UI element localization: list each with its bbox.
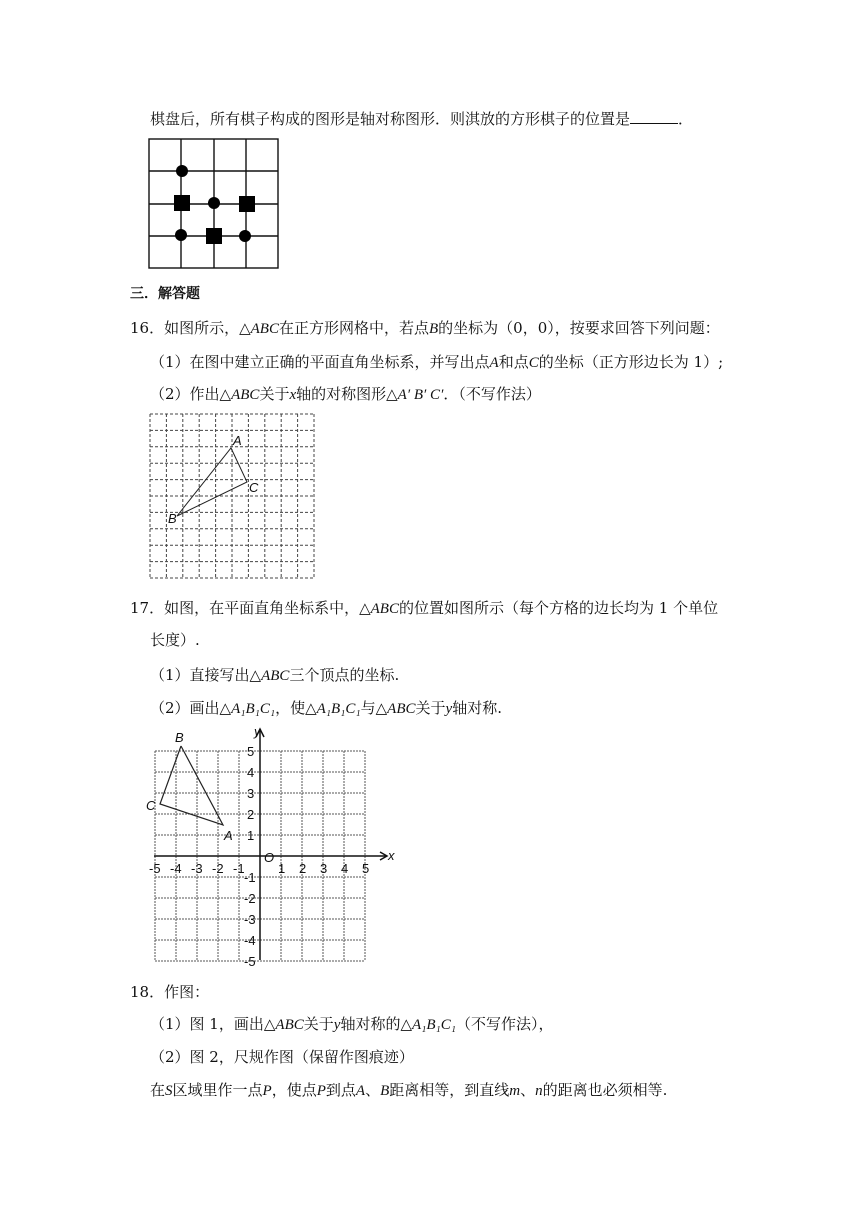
q16-p2-a: （2）作出△ xyxy=(150,385,232,403)
q15-tail-end: ． xyxy=(678,110,694,128)
q18-p3-n: n xyxy=(535,1083,543,1099)
y-tick-label: -4 xyxy=(244,933,256,948)
q16-label-B: B xyxy=(168,511,177,526)
x-tick-label: 4 xyxy=(341,861,349,876)
q18-p1-a: （1）图 1，画出△ xyxy=(150,1015,276,1033)
q17-p1-b: 三个顶点的坐标. xyxy=(289,666,400,684)
q15-text xyxy=(150,109,693,129)
q16-p1-c: 的坐标（正方形边长为 1）; xyxy=(538,353,724,371)
q17-label-C: C xyxy=(146,798,156,813)
origin-label: O xyxy=(264,850,275,865)
q17-triangle xyxy=(160,746,223,825)
q16-stem xyxy=(130,318,720,339)
q16-number: 16． xyxy=(130,319,165,337)
x-tick-label: -5 xyxy=(149,861,161,876)
x-tick-label: 1 xyxy=(278,861,286,876)
x-axis-label: x xyxy=(388,848,395,863)
q16-p1-b: 和点 xyxy=(498,353,529,371)
q16-stem-text-b: 在正方形网格中，若点 xyxy=(278,319,429,337)
q16-p2-x: x xyxy=(289,387,297,403)
square-piece xyxy=(174,195,190,211)
q16-stem-text-a: 如图所示，△ xyxy=(164,319,251,337)
q18-p3-a: 在 xyxy=(150,1081,166,1099)
q17-stem-a: 如图，在平面直角坐标系中，△ xyxy=(164,599,371,617)
q16-p2-prime: A′ B′ C′ xyxy=(397,387,444,403)
q17-coordinate-figure xyxy=(140,724,400,970)
y-tick-label: -1 xyxy=(244,870,256,885)
q17-part2 xyxy=(150,698,502,719)
square-piece xyxy=(239,196,255,212)
q16-p1-a: （1）在图中建立正确的平面直角坐标系，并写出点 xyxy=(150,353,490,371)
q17-p2-y: y xyxy=(445,701,453,717)
q18-number: 18． xyxy=(130,983,165,1001)
q18-p3-b: 区域里作一点 xyxy=(172,1081,263,1099)
y-tick-label: -5 xyxy=(244,954,256,969)
q18-part1 xyxy=(150,1014,553,1035)
q18-p3-P2: P xyxy=(316,1083,326,1099)
q17-p2-abc: ABC xyxy=(387,701,416,717)
x-tick-label: -3 xyxy=(191,861,203,876)
q17-p2-t1: A₁B₁C₁ xyxy=(231,701,276,717)
q17-stem-cont: 长度）. xyxy=(150,631,200,649)
section-title: 三．解答题 xyxy=(130,286,200,302)
q17-stem-b: 的位置如图所示（每个方格的边长均为 1 个单位 xyxy=(398,599,719,617)
q18-p1-t: A₁B₁C₁ xyxy=(411,1017,456,1033)
x-tick-label: 3 xyxy=(320,861,328,876)
q18-p3-A: A xyxy=(355,1083,366,1099)
x-tick-label: -2 xyxy=(212,861,224,876)
q18-p1-b: 关于 xyxy=(303,1015,334,1033)
q17-p1-a: （1）直接写出△ xyxy=(150,666,262,684)
q18-part2: （2）图 2，尺规作图（保留作图痕迹） xyxy=(150,1048,414,1066)
q18-p3-B: B xyxy=(380,1083,390,1099)
q17-p1-abc: ABC xyxy=(261,668,290,684)
q17-p2-e: 轴对称. xyxy=(452,699,502,717)
q16-part1 xyxy=(150,352,723,373)
y-tick-label: 3 xyxy=(247,786,255,801)
q17-part1 xyxy=(150,665,399,686)
q16-p2-abc: ABC xyxy=(231,387,260,403)
q18-stem-text: 作图： xyxy=(164,983,210,1001)
q18-p1-y: y xyxy=(333,1017,341,1033)
q18-stem xyxy=(130,982,209,1002)
y-tick-label: 2 xyxy=(247,807,255,822)
q16-p2-c: 轴的对称图形△ xyxy=(296,385,398,403)
round-piece xyxy=(175,229,187,241)
y-tick-label: 4 xyxy=(247,765,255,780)
q17-p2-c: 与△ xyxy=(360,699,388,717)
q18-p3-e: 、 xyxy=(365,1081,381,1099)
q17-label-B: B xyxy=(175,730,184,745)
q16-stem-abc: ABC xyxy=(250,321,279,337)
q17-p2-b: ，使△ xyxy=(275,699,317,717)
q17-p2-d: 关于 xyxy=(415,699,446,717)
q16-p2-d: ．（不写作法） xyxy=(443,385,541,403)
q18-p3-f: 距离相等，到直线 xyxy=(389,1081,510,1099)
q18-p3-d: 到点 xyxy=(325,1081,356,1099)
chess-board-figure xyxy=(148,138,280,270)
q16-p1-C: C xyxy=(528,355,539,371)
q16-p2-b: 关于 xyxy=(259,385,290,403)
x-tick-label: 2 xyxy=(299,861,307,876)
q18-p1-abc: ABC xyxy=(275,1017,304,1033)
q18-part3 xyxy=(150,1080,667,1101)
y-tick-label: -2 xyxy=(244,891,256,906)
q17-stem-abc: ABC xyxy=(370,601,399,617)
y-tick-label: 5 xyxy=(247,744,255,759)
q18-p3-c: ，使点 xyxy=(271,1081,317,1099)
q16-label-C: C xyxy=(249,480,259,495)
q16-p1-A: A xyxy=(489,355,499,371)
x-tick-label: -4 xyxy=(170,861,182,876)
q17-p2-a: （2）画出△ xyxy=(150,699,232,717)
round-piece xyxy=(208,197,220,209)
square-piece xyxy=(206,228,222,244)
x-tick-label: 5 xyxy=(362,861,370,876)
answer-blank xyxy=(630,109,678,124)
q18-p1-d: （不写作法）， xyxy=(455,1015,554,1033)
q18-p3-P: P xyxy=(262,1083,272,1099)
x-tick-label: -1 xyxy=(233,861,245,876)
q18-p3-g: 、 xyxy=(520,1081,536,1099)
q17-stem xyxy=(130,598,718,619)
q16-stem-text-c: 的坐标为（0，0），按要求回答下列问题： xyxy=(438,319,720,337)
y-tick-label: -3 xyxy=(244,912,256,927)
q18-p3-m: m xyxy=(509,1083,521,1099)
y-tick-label: 1 xyxy=(247,828,255,843)
q16-label-A: A xyxy=(233,433,242,448)
q16-triangle xyxy=(177,448,247,516)
round-piece xyxy=(176,165,188,177)
q18-p3-h: 的距离也必须相等. xyxy=(542,1081,668,1099)
q16-stem-b-label: B xyxy=(429,321,439,337)
q15-tail: 棋盘后，所有棋子构成的图形是轴对称图形．则淇放的方形棋子的位置是 xyxy=(150,110,631,128)
q18-p3-S: S xyxy=(165,1083,173,1099)
q17-label-A: A xyxy=(224,828,233,843)
q16-part2 xyxy=(150,384,541,405)
y-axis-label: y xyxy=(254,724,261,739)
q17-p2-t2: A₁B₁C₁ xyxy=(316,701,361,717)
round-piece xyxy=(239,230,251,242)
q18-p1-c: 轴对称的△ xyxy=(340,1015,412,1033)
q16-grid-figure xyxy=(148,412,318,580)
q17-number: 17． xyxy=(130,599,165,617)
